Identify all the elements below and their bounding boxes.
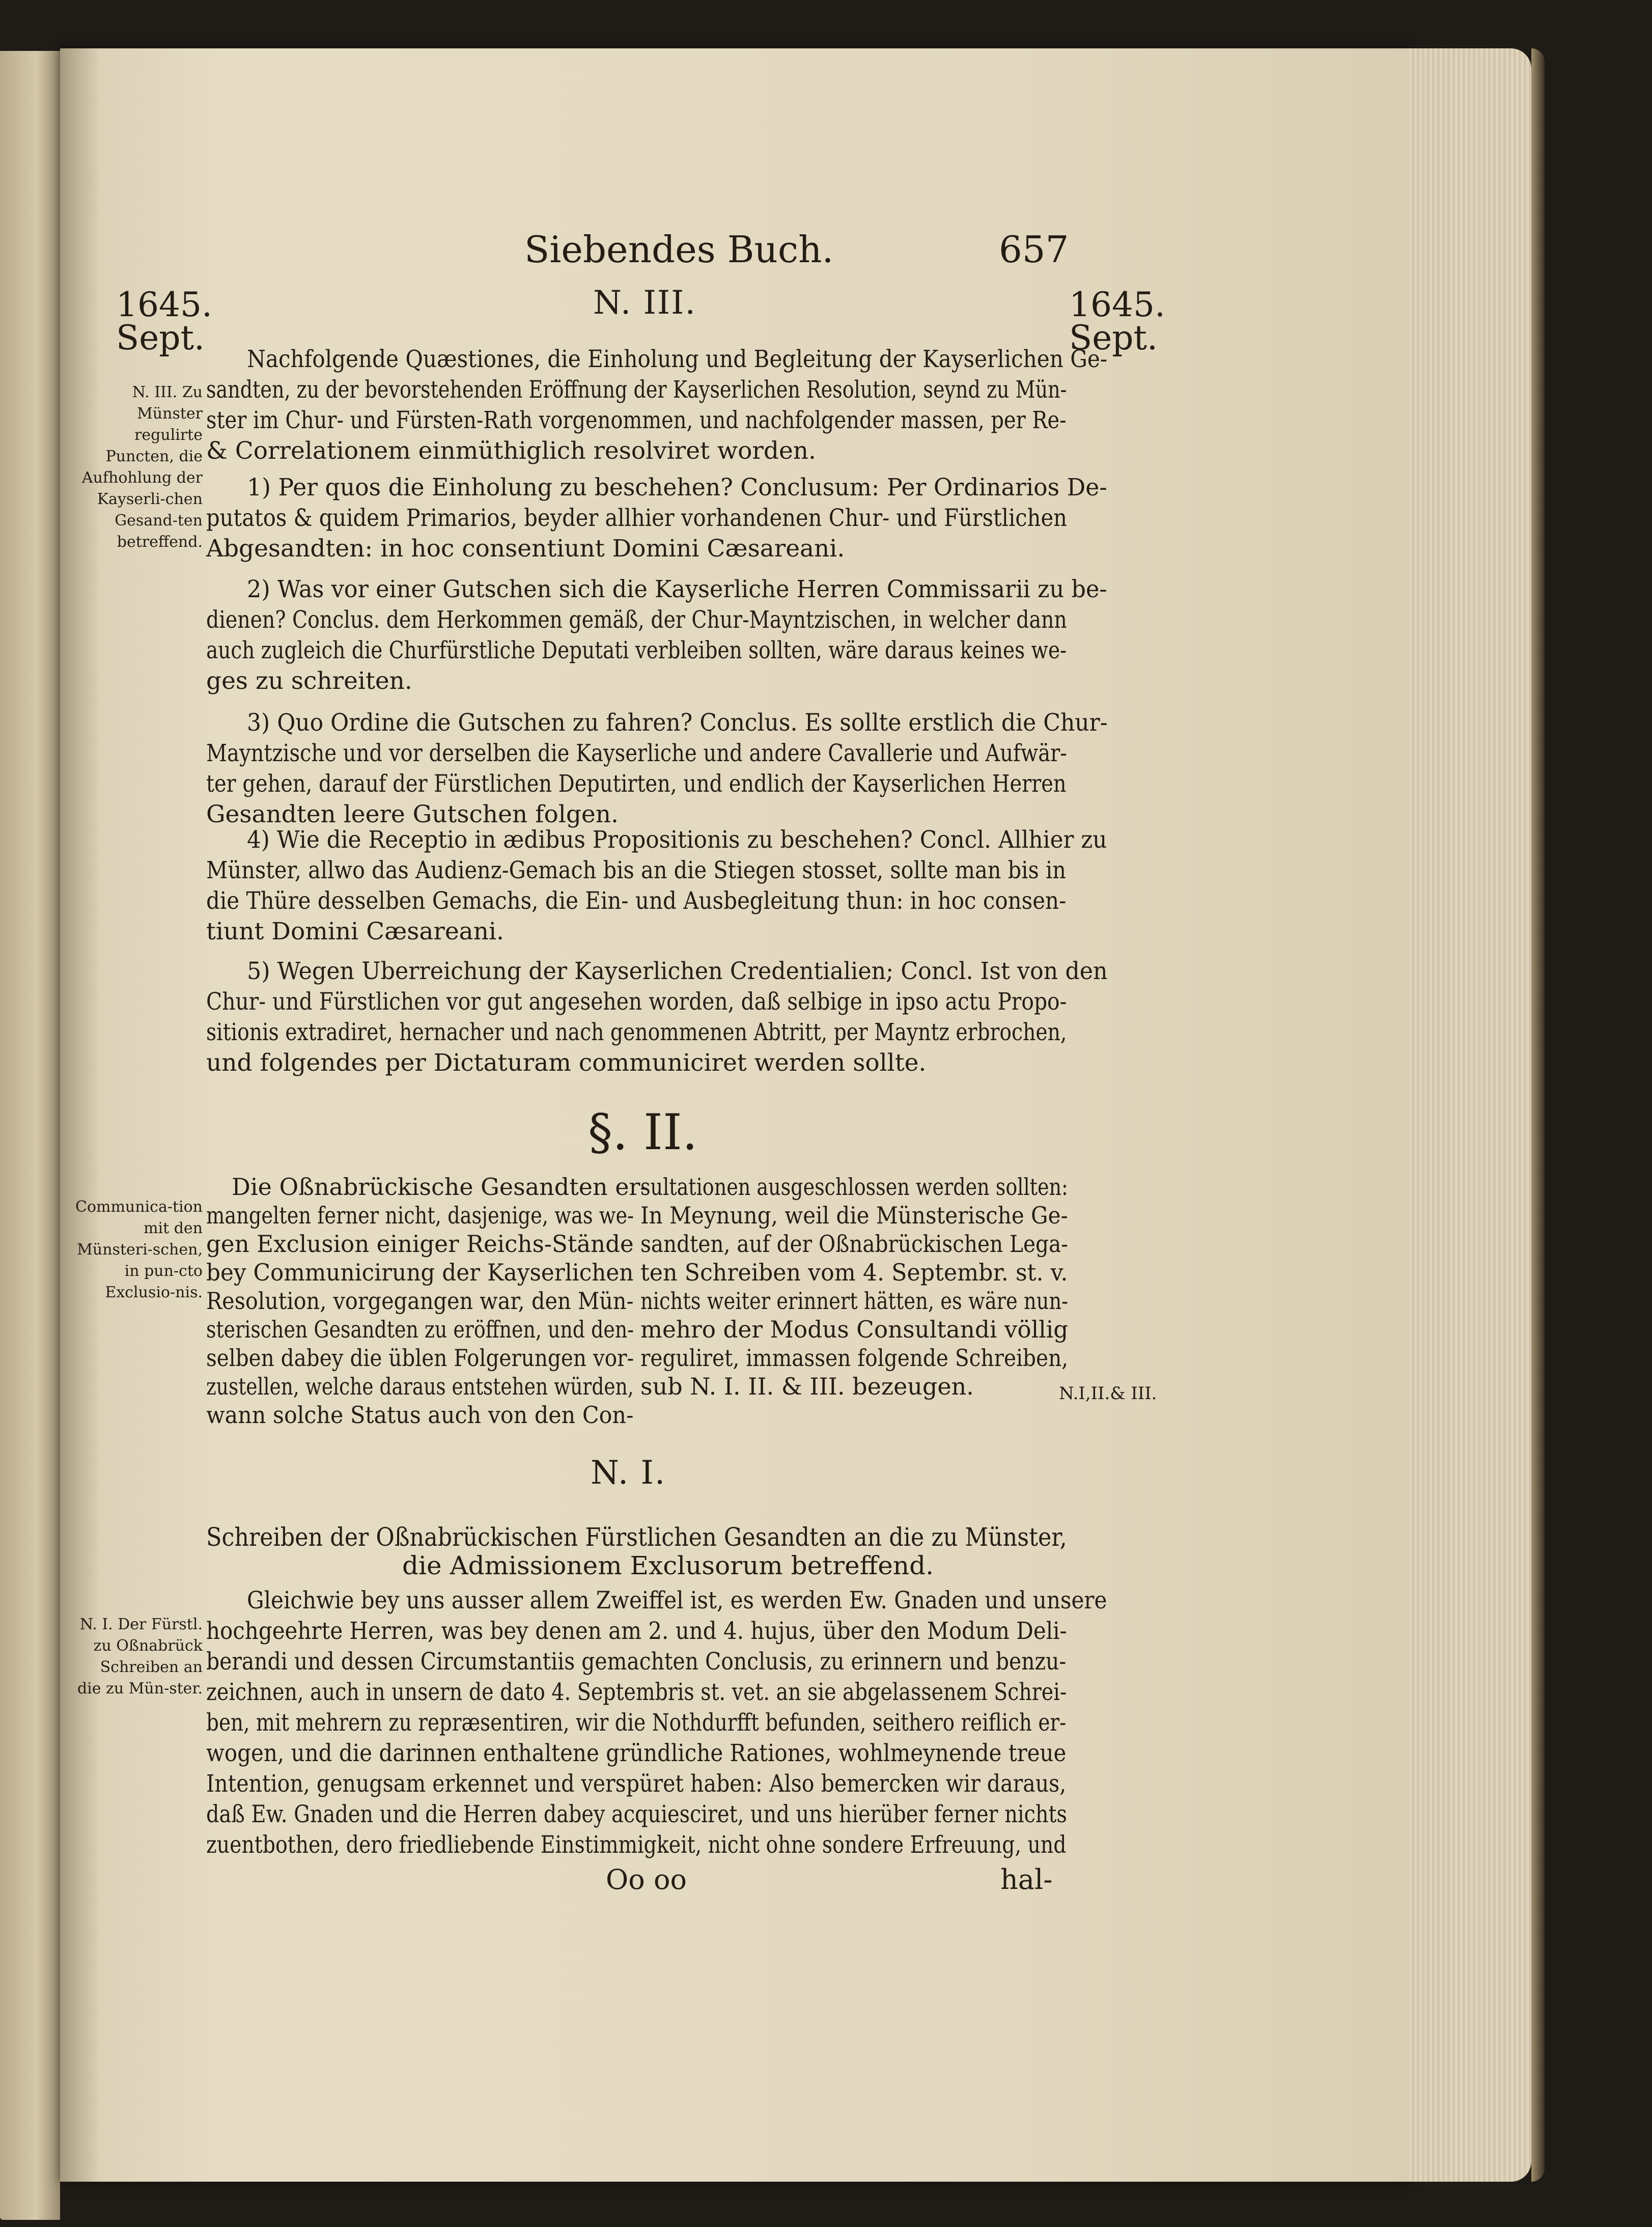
col-right-line: nichts weiter erinnert hätten, es wäre nun- — [640, 1287, 1069, 1315]
n1-body-line: wogen, und die darinnen enthaltene gründliche Rationes, wohlmeynende treue — [206, 1739, 1067, 1767]
month-right: Sept. — [1069, 318, 1158, 357]
col-right-line: sandten, auf der Oßnabrückischen Lega- — [640, 1230, 1068, 1258]
n3-item-line: 4) Wie die Receptio in ædibus Propositionis zu beschehen? Concl. Allhier zu — [247, 826, 1107, 854]
col-left-line: Resolution, vorgegangen war, den Mün- — [206, 1287, 634, 1315]
n3-item-line: 2) Was vor einer Gutschen sich die Kayserliche Herren Commissarii zu be- — [247, 575, 1107, 603]
col-left-line: selben dabey die üblen Folgerungen vor- — [206, 1344, 634, 1372]
n1-body-line: hochgeehrte Herren, was bey denen am 2. und 4. hujus, über den Modum Deli- — [206, 1617, 1067, 1645]
n3-item-line: tiunt Domini Cæsareani. — [206, 917, 504, 945]
margin-note-n1: N. I. Der Fürstl. zu Oßnabrück Schreiben an die zu Mün-ster. — [77, 1616, 203, 1697]
n3-item-line: Mayntzische und vor derselben die Kayserliche und andere Cavallerie und Aufwär- — [206, 739, 1067, 767]
month-left: Sept. — [116, 318, 205, 357]
n1-body-line: berandi und dessen Circumstantiis gemachten Conclusis, zu erinnern und benzu- — [206, 1648, 1067, 1676]
n3-item-line: dienen? Conclus. dem Herkommen gemäß, der Chur-Mayntzischen, in welcher dann — [206, 606, 1067, 634]
col-left-line: gen Exclusion einiger Reichs-Stände — [206, 1230, 634, 1258]
n1-body-line: daß Ew. Gnaden und die Herren dabey acquiesciret, und uns hierüber ferner nichts — [206, 1800, 1067, 1828]
col-right-line: reguliret, immassen folgende Schreiben, — [640, 1344, 1069, 1372]
margin-note-right: N.I,II.& III. — [1059, 1383, 1157, 1404]
section-n3-heading: N. III. — [593, 284, 696, 322]
col-left-line: mangelten ferner nicht, dasjenige, was we- — [206, 1202, 634, 1229]
n3-item-line: auch zugleich die Churfürstliche Deputati verbleiben sollten, wäre daraus keines we- — [206, 636, 1067, 664]
n3-item-line: die Thüre desselben Gemachs, die Ein- und Ausbegleitung thun: in hoc consen- — [206, 887, 1067, 915]
col-right-line: sub N. I. II. & III. bezeugen. — [640, 1373, 974, 1400]
col-left-line: zustellen, welche daraus entstehen würden, — [206, 1373, 634, 1400]
left-page-edge — [0, 51, 60, 2220]
n1-body-line: zeichnen, auch in unsern de dato 4. Septembris st. vet. an sie abgelassenem Schrei- — [206, 1678, 1067, 1706]
n3-intro-line: sandten, zu der bevorstehenden Eröffnung der Kayserlichen Resolution, seynd zu Mün- — [206, 376, 1067, 404]
n3-item-line: ter gehen, darauf der Fürstlichen Deputirten, und endlich der Kayserlichen Herren — [206, 770, 1067, 798]
n1-title-line: Schreiben der Oßnabrückischen Fürstlichen Gesandten an die zu Münster, — [206, 1522, 1067, 1552]
n1-body-line: Intention, genugsam erkennet und verspüret haben: Also bemercken wir daraus, — [206, 1770, 1067, 1798]
col-left-line: bey Communicirung der Kayserlichen — [206, 1259, 634, 1286]
running-title: Siebendes Buch. — [524, 228, 834, 271]
n3-item-line: ges zu schreiten. — [206, 667, 412, 695]
section-n1-heading: N. I. — [591, 1454, 666, 1492]
n1-body-line: ben, mit mehrern zu repræsentiren, wir die Nothdurfft befunden, seithero reiflich er- — [206, 1709, 1067, 1737]
n3-item-line: und folgendes per Dictaturam communiciret werden sollte. — [206, 1049, 927, 1077]
n3-intro-line: & Correlationem einmüthiglich resolviret worden. — [206, 437, 816, 465]
signature-mark: Oo oo — [606, 1863, 687, 1896]
n1-body-line: Gleichwie bey uns ausser allem Zweiffel ist, es werden Ew. Gnaden und unsere — [247, 1586, 1107, 1614]
section-2-heading: §. II. — [588, 1104, 698, 1161]
n3-item-line: 5) Wegen Uberreichung der Kayserlichen Credentialien; Concl. Ist von den — [247, 957, 1108, 985]
catchword: hal- — [1000, 1863, 1053, 1896]
n3-item-line: Gesandten leere Gutschen folgen. — [206, 800, 619, 828]
col-left-line: wann solche Status auch von den Con- — [206, 1401, 634, 1429]
year-right: 1645. — [1069, 285, 1165, 324]
fore-edge-shadow — [1531, 48, 1545, 2182]
n3-item-line: sitionis extradiret, hernacher und nach genommenen Abtritt, per Mayntz erbrochen, — [206, 1018, 1067, 1046]
n3-item-line: 1) Per quos die Einholung zu beschehen? Conclusum: Per Ordinarios De- — [247, 474, 1107, 502]
year-left: 1645. — [116, 285, 212, 324]
n3-item-line: putatos & quidem Primarios, beyder allhier vorhandenen Chur- und Fürstlichen — [206, 504, 1067, 532]
page-number: 657 — [999, 228, 1069, 271]
margin-note-section-2: Communica-tion mit den Münsteri-schen, in pun-cto Exclusio-nis. — [75, 1198, 203, 1301]
n1-body-line: zuentbothen, dero friedliebende Einstimmigkeit, nicht ohne sondere Erfreuung, und — [206, 1831, 1067, 1859]
col-right-line: sultationen ausgeschlossen werden sollten: — [640, 1173, 1068, 1201]
col-left-line: Die Oßnabrückische Gesandten er- — [232, 1173, 648, 1201]
col-right-line: ten Schreiben vom 4. Septembr. st. v. — [640, 1259, 1068, 1286]
n3-item-line: Chur- und Fürstlichen vor gut angesehen worden, daß selbige in ipso actu Propo- — [206, 988, 1067, 1016]
fore-edge — [1409, 48, 1531, 2182]
n3-item-line: Abgesandten: in hoc consentiunt Domini Cæsareani. — [206, 535, 845, 563]
col-right-line: mehro der Modus Consultandi völlig — [640, 1316, 1069, 1343]
col-left-line: sterischen Gesandten zu eröffnen, und den- — [206, 1316, 634, 1343]
col-right-line: In Meynung, weil die Münsterische Ge- — [640, 1202, 1068, 1229]
n3-intro-line: ster im Chur- und Fürsten-Rath vorgenommen, und nachfolgender massen, per Re- — [206, 406, 1067, 434]
n3-intro-line: Nachfolgende Quæstiones, die Einholung und Begleitung der Kayserlichen Ge- — [247, 345, 1108, 373]
n1-title-line: die Admissionem Exclusorum betreffend. — [402, 1551, 934, 1580]
margin-note-n3: N. III. Zu Münster regulirte Puncten, die Aufhohlung der Kayserli-chen Gesand-ten betreffend. — [81, 383, 203, 551]
n3-item-line: Münster, allwo das Audienz-Gemach bis an die Stiegen stosset, sollte man bis in — [206, 856, 1066, 884]
n3-item-line: 3) Quo Ordine die Gutschen zu fahren? Conclus. Es sollte erstlich die Chur- — [247, 709, 1108, 737]
